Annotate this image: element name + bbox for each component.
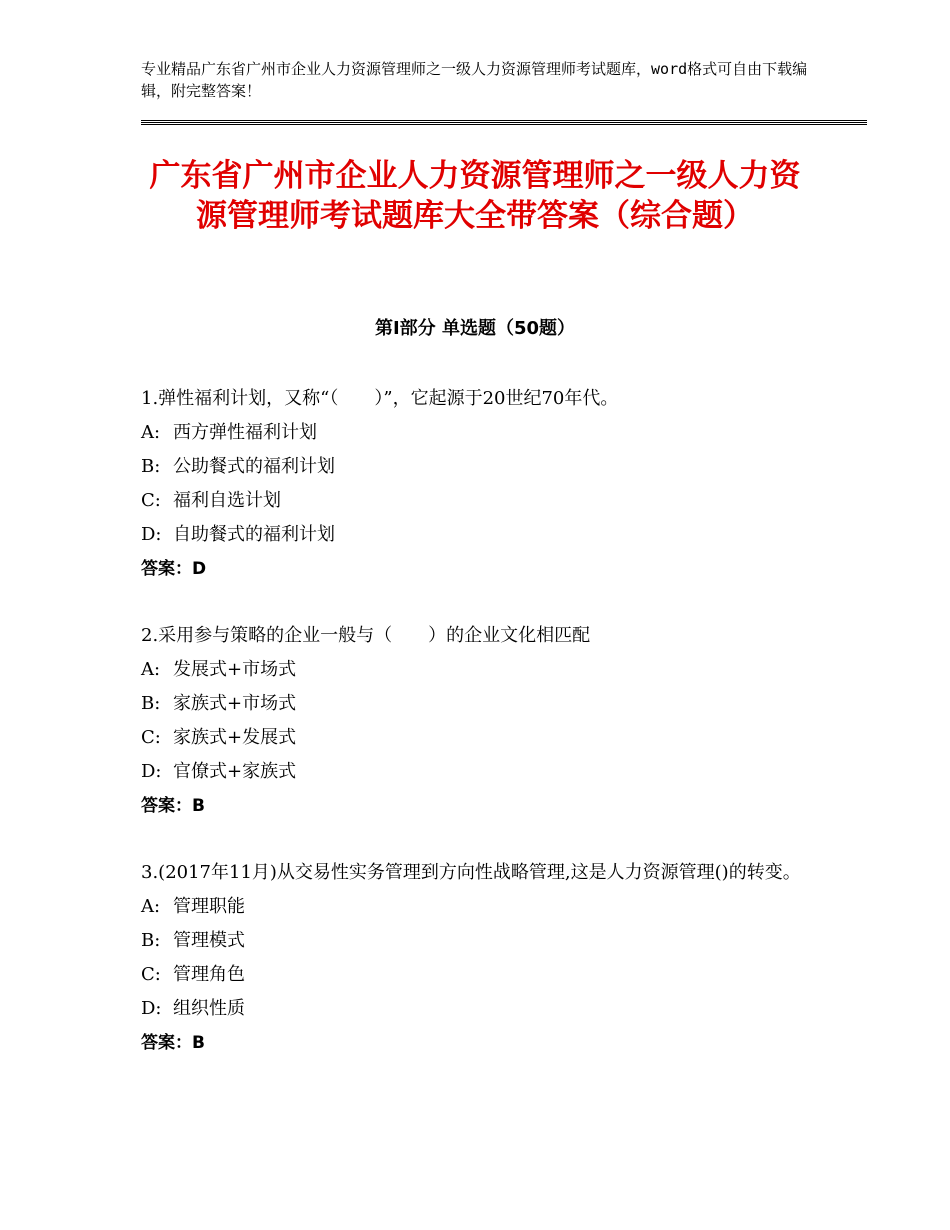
option-text: 家族式+发展式 — [173, 727, 297, 748]
option-text: 自助餐式的福利计划 — [173, 524, 335, 545]
option-text: 家族式+市场式 — [173, 693, 297, 714]
header-note: 专业精品广东省广州市企业人力资源管理师之一级人力资源管理师考试题库，word格式可自由下载编辑，附完整答案！ — [141, 60, 808, 100]
option-text: 公助餐式的福利计划 — [173, 456, 335, 477]
option-text: 发展式+市场式 — [173, 659, 297, 680]
option-key: D: — [141, 998, 162, 1019]
question-2 — [141, 619, 821, 823]
question-stem: 1.弹性福利计划，又称“（ ）”，它起源于20世纪70年代。 — [141, 388, 619, 409]
question-stem: 2.采用参与策略的企业一般与（ ）的企业文化相匹配 — [141, 625, 591, 646]
question-1 — [141, 382, 821, 586]
question-3 — [141, 856, 821, 1060]
option-text: 福利自选计划 — [173, 490, 281, 511]
option-c — [141, 484, 821, 518]
option-key: B: — [141, 456, 161, 477]
option-key: C: — [141, 490, 161, 511]
section-title: 第Ⅰ部分 单选题（50题） — [374, 318, 575, 339]
option-b — [141, 450, 821, 484]
question-list — [141, 382, 821, 1093]
option-b — [141, 687, 821, 721]
option-text: 西方弹性福利计划 — [173, 422, 317, 443]
option-key: D: — [141, 524, 162, 545]
answer: 答案：D — [141, 559, 207, 579]
option-key: A: — [141, 659, 161, 680]
question-stem: 3.(2017年11月)从交易性实务管理到方向性战略管理,这是人力资源管理()的转变。 — [141, 862, 801, 883]
option-text: 管理角色 — [173, 964, 245, 985]
option-key: B: — [141, 930, 161, 951]
option-key: D: — [141, 761, 162, 782]
option-text: 官僚式+家族式 — [173, 761, 297, 782]
option-text: 组织性质 — [173, 998, 245, 1019]
option-a — [141, 890, 821, 924]
option-text: 管理模式 — [173, 930, 245, 951]
option-key: C: — [141, 964, 161, 985]
option-c — [141, 958, 821, 992]
option-key: B: — [141, 693, 161, 714]
answer: 答案：B — [141, 796, 205, 816]
answer: 答案：B — [141, 1033, 205, 1053]
option-c — [141, 721, 821, 755]
header-divider — [141, 120, 867, 125]
option-text: 管理职能 — [173, 896, 245, 917]
option-key: A: — [141, 422, 161, 443]
document-title: 广东省广州市企业人力资源管理师之一级人力资源管理师考试题库大全带答案（综合题） — [149, 158, 801, 234]
option-a — [141, 416, 821, 450]
option-key: C: — [141, 727, 161, 748]
option-key: A: — [141, 896, 161, 917]
option-a — [141, 653, 821, 687]
option-d — [141, 518, 821, 552]
option-b — [141, 924, 821, 958]
option-d — [141, 755, 821, 789]
option-d — [141, 992, 821, 1026]
